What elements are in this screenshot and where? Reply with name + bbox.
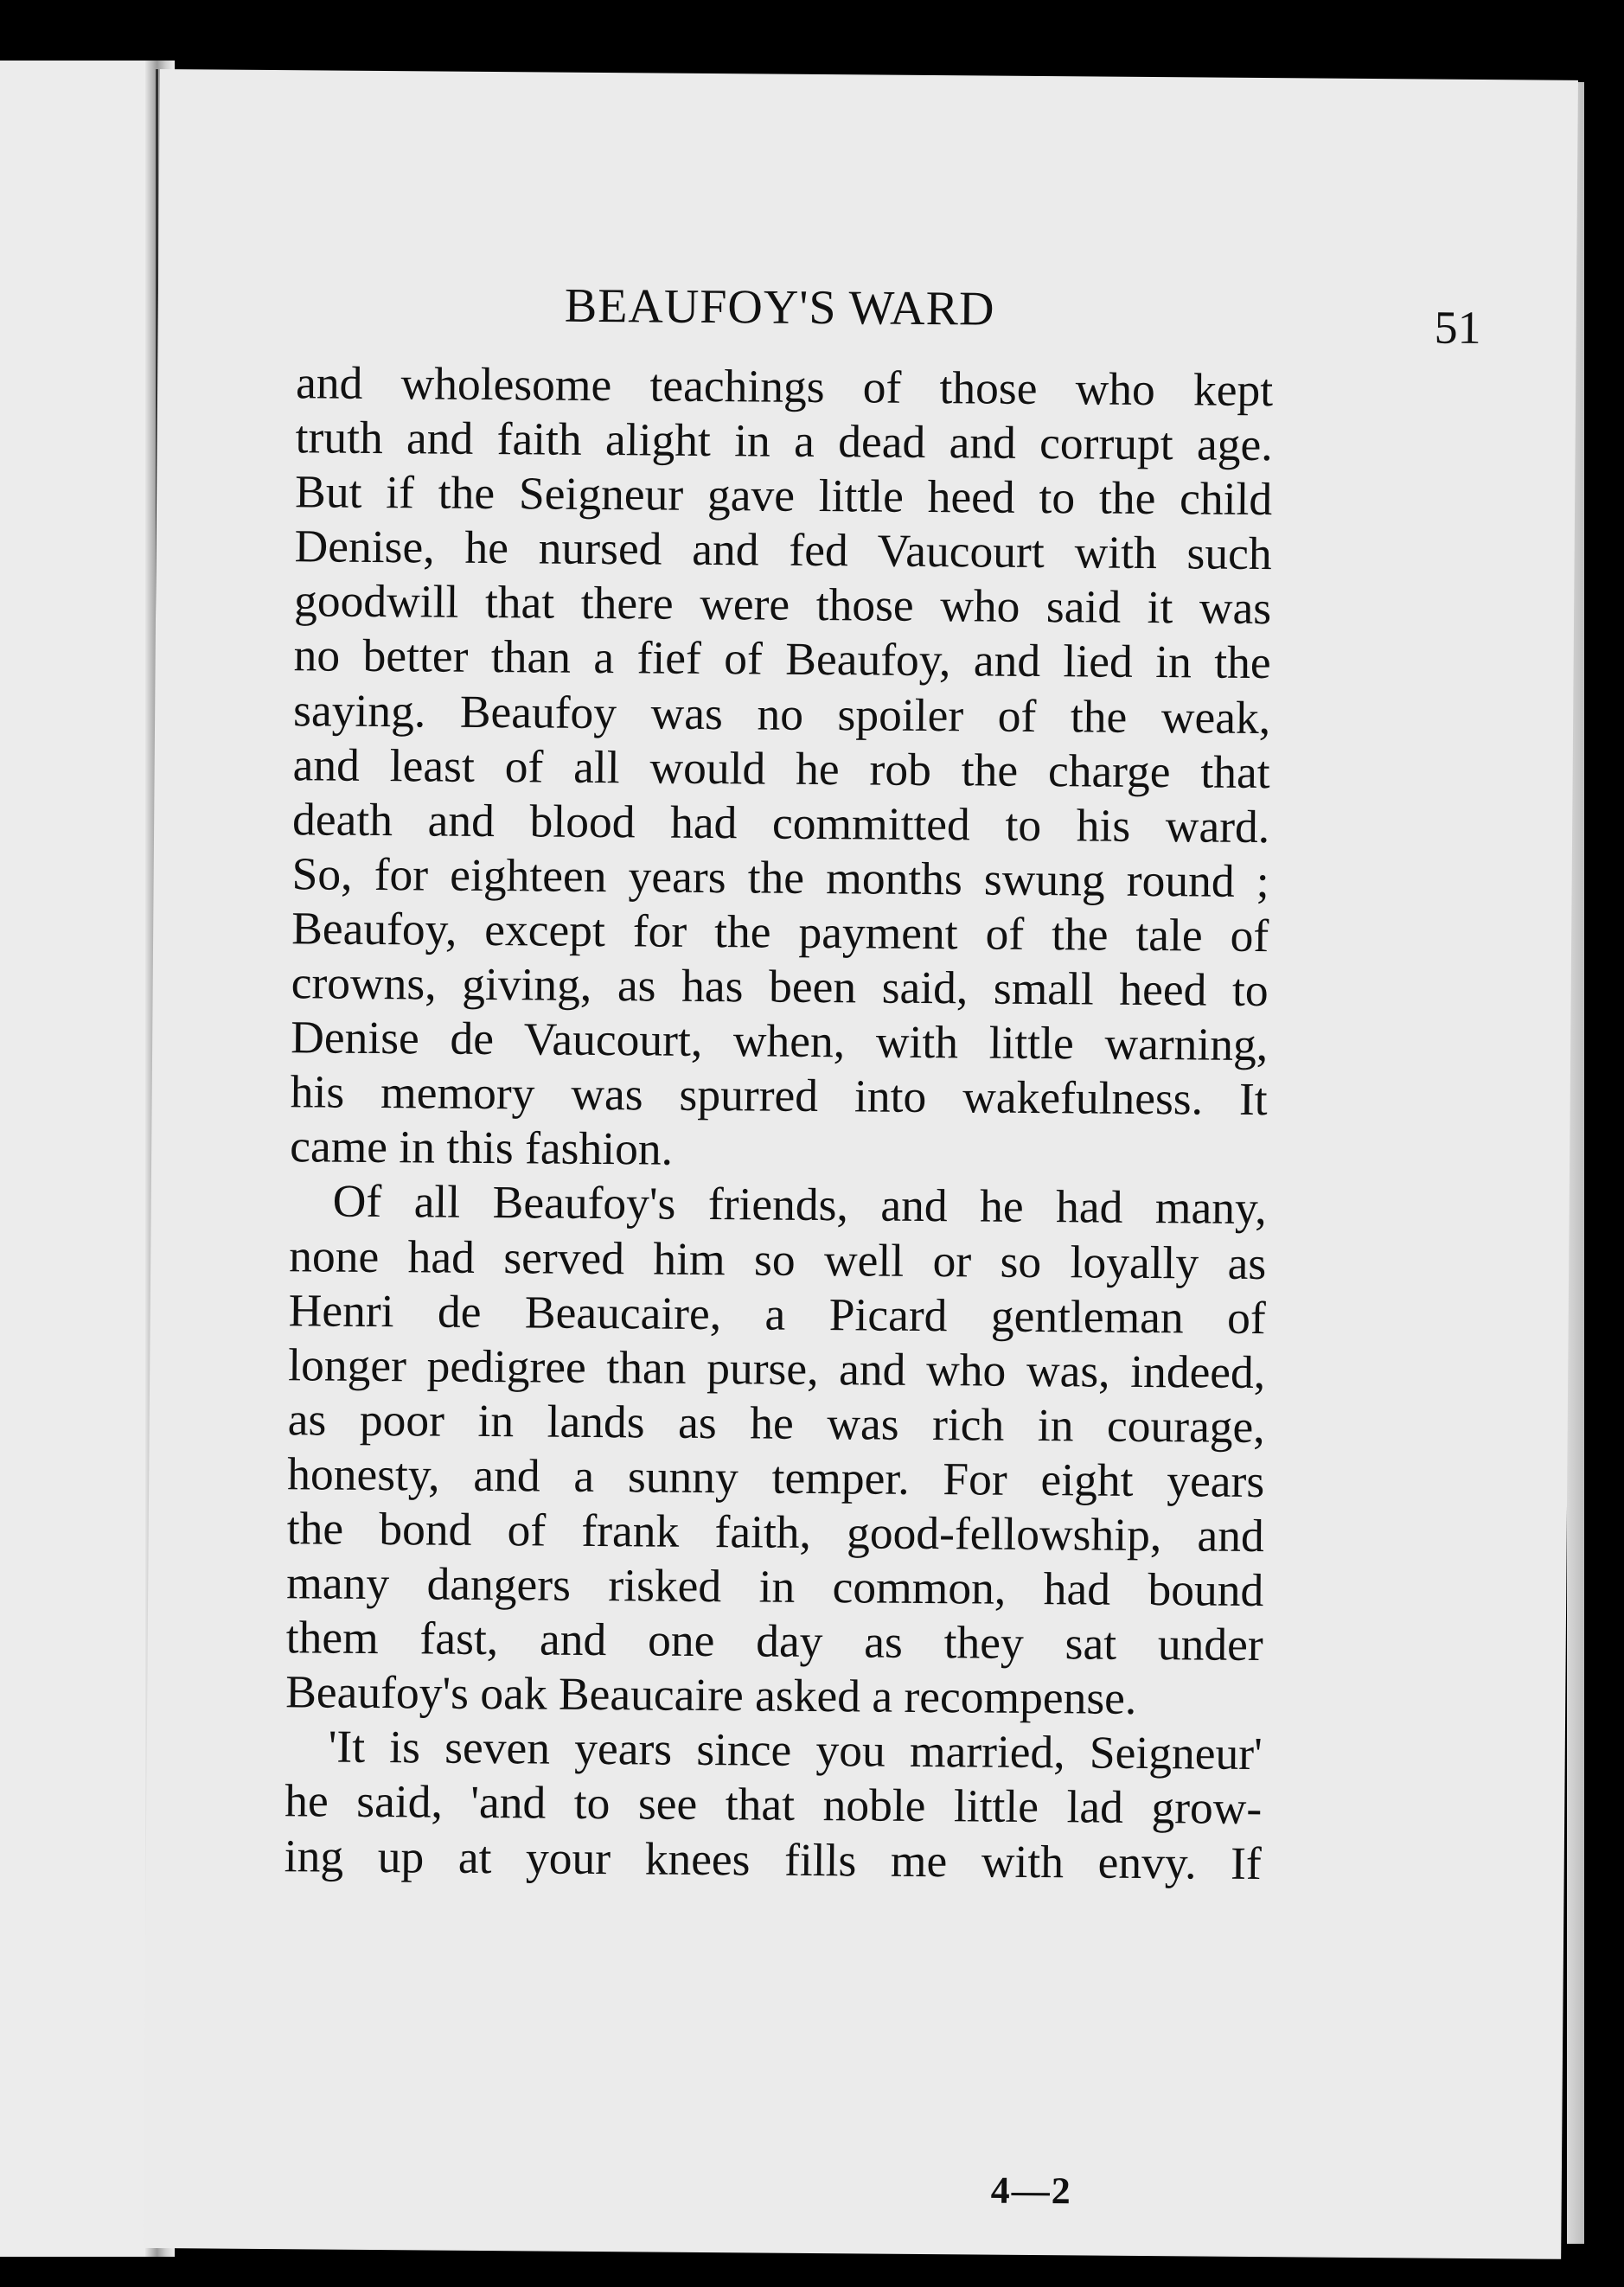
text-line: many dangers risked in common, had bound (286, 1556, 1264, 1617)
text-line: longer pedigree than purse, and who was, indeed, (288, 1338, 1266, 1398)
text-line: as poor in lands as he was rich in courage, (287, 1392, 1265, 1453)
running-head: BEAUFOY'S WARD (564, 278, 995, 336)
text-line: truth and faith alight in a dead and corrupt age. (295, 411, 1273, 471)
page-number: 51 (1434, 301, 1481, 355)
page-header (564, 278, 1481, 355)
text-line: 'It is seven years since you married, Seigneur' (328, 1720, 1263, 1780)
text-line: honesty, and a sunny temper. For eight years (287, 1447, 1265, 1507)
body-text (285, 355, 1274, 1890)
text-line: ing up at your knees fills me with envy. If (284, 1829, 1262, 1889)
text-line: So, for eighteen years the months swung round ; (291, 847, 1269, 907)
text-line: saying. Beaufoy was no spoiler of the weak, (292, 683, 1271, 744)
text-line: death and blood had committed to his ward. (291, 792, 1270, 853)
text-line: Denise de Vaucourt, when, with little warning, (290, 1011, 1269, 1071)
text-line: Beaufoy, except for the payment of the tale of (291, 902, 1269, 962)
facing-page-edge (0, 61, 160, 2257)
text-line: and wholesome teachings of those who kept (295, 356, 1274, 417)
text-line: goodwill that there were those who said it was (293, 574, 1272, 635)
text-line: his memory was spurred into wakefulness. It (290, 1065, 1268, 1126)
text-line: Of all Beaufoy's friends, and he had many, (332, 1175, 1267, 1235)
text-line: But if the Seigneur gave little heed to the child (294, 465, 1273, 526)
text-line: Beaufoy's oak Beaucaire asked a recompense. (285, 1665, 1137, 1725)
text-line: the bond of frank faith, good-fellowship, and (286, 1502, 1264, 1562)
text-line: and least of all would he rob the charge that (292, 738, 1270, 798)
text-line: came in this fashion. (289, 1120, 674, 1176)
text-line: he said, 'and to see that noble little lad grow- (285, 1774, 1263, 1835)
text-line: crowns, giving, as has been said, small heed to (291, 956, 1269, 1017)
signature-mark: 4—2 (990, 2169, 1072, 2213)
text-line: no better than a fief of Beaufoy, and lied in the (293, 629, 1271, 689)
text-line: them fast, and one day as they sat under (285, 1611, 1263, 1671)
text-line: Denise, he nursed and fed Vaucourt with such (294, 520, 1272, 580)
text-line: none had served him so well or so loyally as (288, 1229, 1267, 1289)
text-line: Henri de Beaucaire, a Picard gentleman of (288, 1283, 1266, 1344)
book-page (143, 69, 1578, 2259)
